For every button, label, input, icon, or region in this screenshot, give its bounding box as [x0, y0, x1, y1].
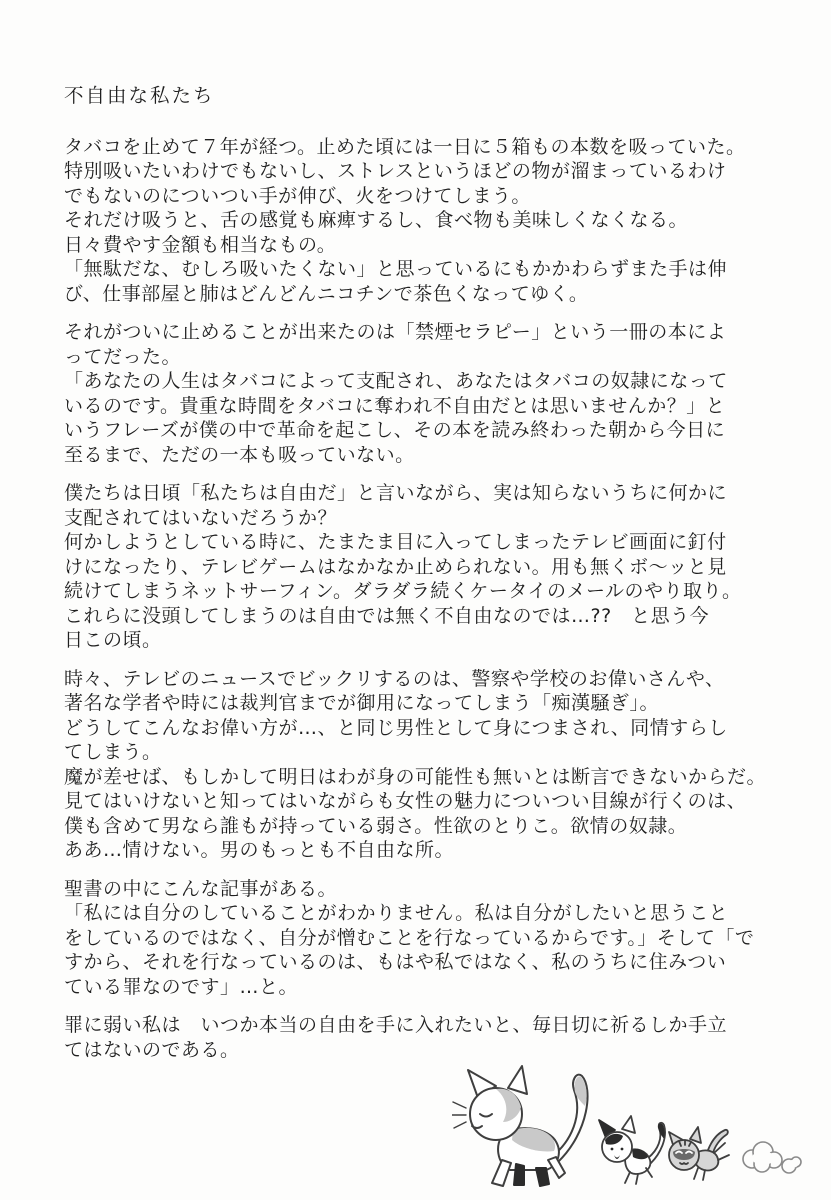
text-line: 特別吸いたいわけでもないし、ストレスというほどの物が溜まっているわけ	[64, 160, 727, 182]
cats-illustration	[452, 1056, 802, 1196]
text-line: タバコを止めて７年が経つ。止めた頃には一日に５箱もの本数を吸っていた。	[64, 135, 746, 158]
text-line: 至るまで、ただの一本も吸っていない。	[64, 443, 415, 466]
mother-cat-icon	[452, 1066, 588, 1186]
kitten-black-white-icon	[599, 1116, 665, 1184]
text-line: び、仕事部屋と肺はどんどんニコチンで茶色くなってゆく。	[64, 282, 589, 305]
text-line: ている罪なのです」…と。	[64, 975, 299, 998]
paragraph-bible	[64, 877, 778, 1000]
essay-body	[64, 84, 778, 1076]
text-line: 続けてしまうネットサーフィン。ダラダラ続くケータイのメールのやり取り。	[64, 580, 742, 602]
text-line: てはないのである。	[64, 1038, 240, 1061]
text-line: 時々、テレビのニュースでビックリするのは、警察や学校のお偉いさんや、	[64, 667, 725, 690]
text-line: 日々費やす金額も相当なもの。	[64, 233, 337, 256]
text-line: でもないのについつい手が伸び、火をつけてしまう。	[64, 184, 531, 207]
text-line: 何かしようとしている時に、たまたま目に入ってしまったテレビ画面に釘付	[64, 531, 727, 553]
paragraph-news	[64, 667, 778, 863]
paragraph-smoking	[64, 135, 778, 307]
text-line: 聖書の中にこんな記事がある。	[64, 877, 338, 900]
text-line: すから、それを行なっているのは、もはや私ではなく、私のうちに住みつい	[64, 951, 727, 973]
text-line: いるのです。貴重な時間をタバコに奪われ不自由だとは思いませんか？」と	[64, 394, 726, 417]
text-line: 見てはいけないと知ってはいながらも女性の魅力についつい目線が行くのは、	[64, 790, 747, 812]
essay-title: 不自由な私たち	[64, 84, 215, 107]
text-line: 日この頃。	[64, 629, 162, 651]
paragraph-quit-book	[64, 320, 778, 467]
text-line: 魔が差せば、もしかして明日はわが身の可能性も無いとは断言できないからだ。	[64, 765, 767, 788]
text-line: 著名な学者や時には裁判官までが御用になってしまう「痴漢騒ぎ」。	[64, 692, 660, 714]
text-line: これらに没頭してしまうのは自由では無く不自由なのでは…?? と思う今	[64, 604, 710, 627]
text-line: それだけ吸うと、舌の感覚も麻痺するし、食べ物も美味しくなくなる。	[64, 209, 689, 231]
kitten-tabby-icon	[669, 1127, 729, 1180]
text-line: 罪に弱い私は いつか本当の自由を手に入れたいと、毎日切に祈るしか手立	[64, 1014, 728, 1036]
text-line: それがついに止めることが出来たのは「禁煙セラピー」という一冊の本によ	[64, 321, 727, 343]
paragraph-closing	[64, 1013, 778, 1062]
text-line: 支配されてはいないだろうか？	[64, 506, 338, 529]
text-line: をしているのではなく、自分が憎むことを行なっているからです。」そして「で	[64, 926, 755, 949]
text-line: 「あなたの人生はタバコによって支配され、あなたはタバコの奴隷になって	[64, 370, 728, 392]
text-line: どうしてこんなお偉い方が…、と同じ男性として身につまされ、同情すらし	[64, 716, 728, 739]
text-line: 「私には自分のしていることがわかりません。私は自分がしたいと思うこと	[64, 902, 729, 924]
text-line: けになったり、テレビゲームはなかなか止められない。用も無くボ～ッと見	[64, 555, 727, 578]
text-line: てしまう。	[64, 741, 162, 763]
dust-puffs-icon	[743, 1142, 801, 1173]
text-line: ああ…情けない。男のもっとも不自由な所。	[64, 839, 455, 861]
text-line: ってだった。	[64, 345, 182, 368]
text-line: いうフレーズが僕の中で革命を起こし、その本を読み終わった朝から今日に	[64, 419, 726, 441]
text-line: 「無駄だな、むしろ吸いたくない」と思っているにもかかわらずまた手は伸	[64, 258, 728, 280]
text-line: 僕も含めて男なら誰もが持っている弱さ。性欲のとりこ。欲情の奴隷。	[64, 814, 688, 837]
paragraph-freedom	[64, 481, 778, 653]
text-line: 僕たちは日頃「私たちは自由だ」と言いながら、実は知らないうちに何かに	[64, 482, 728, 504]
